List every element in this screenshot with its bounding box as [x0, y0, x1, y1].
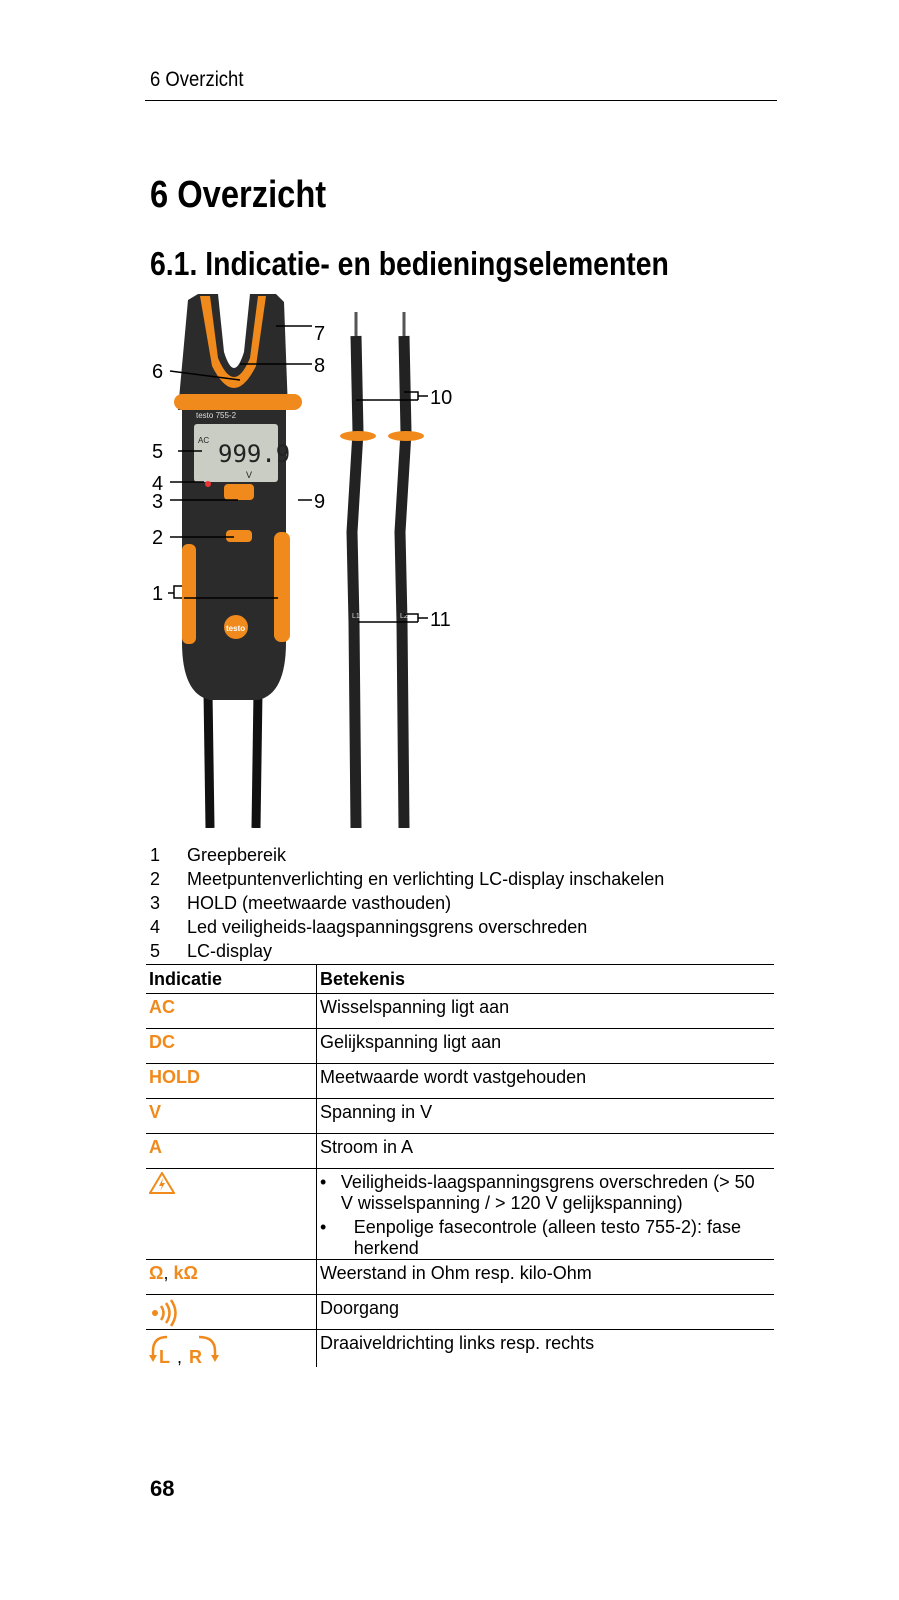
meaning-cell: Gelijkspanning ligt aan [317, 1029, 775, 1064]
indicator-v: V [149, 1102, 162, 1122]
bullet-item: • Eenpolige fasecontrole (alleen testo 755-2): fase herkend [320, 1217, 742, 1258]
page-number: 68 [150, 1476, 175, 1501]
probe-label-l2: L2 [400, 613, 408, 620]
table-row [146, 1295, 774, 1330]
meaning-cell: Meetwaarde wordt vastgehouden [317, 1064, 775, 1099]
continuity-icon [149, 1298, 179, 1328]
clamp-jaws [178, 294, 288, 410]
callout-2: 2 [152, 527, 164, 549]
device-collar [174, 394, 302, 410]
header-indicatie: Indicatie [146, 965, 317, 994]
callout-1: 1 [152, 583, 164, 605]
callout-7: 7 [314, 323, 326, 345]
meaning-cell: Doorgang [317, 1295, 775, 1330]
probe-right [400, 336, 406, 828]
indicator-ohm-cell: Ω, kΩ [146, 1260, 317, 1295]
header-betekenis: Betekenis [317, 965, 775, 994]
indicator-a: A [149, 1137, 162, 1157]
probe-collar-right [388, 431, 424, 441]
grip-left [182, 544, 196, 644]
meaning-cell: Stroom in A [317, 1134, 775, 1169]
grip-right [274, 532, 290, 642]
lcd-reading: 999.9 [218, 440, 291, 468]
device-figure [148, 292, 468, 828]
table-row [146, 1099, 774, 1134]
table-row [146, 1029, 774, 1064]
brand-text: testo [226, 624, 246, 633]
table-row: L R , Draaiveldrichting links resp. rechts [146, 1330, 774, 1368]
legend-item: 2 Meetpuntenverlichting en verlichting LC-display inschakelen [150, 869, 665, 889]
hold-button [224, 484, 254, 500]
callout-5: 5 [152, 441, 164, 463]
indicator-hold: HOLD [149, 1067, 200, 1087]
bullet-item: • Veiligheids-laagspanningsgrens overschreden (> 50 V wisselspanning / > 120 V gelijkspanning) [320, 1172, 755, 1213]
rotation-left-right-icon [149, 1333, 219, 1367]
lcd-unit: V [246, 470, 253, 480]
indicator-kohm: kΩ [173, 1263, 198, 1283]
cable-right [256, 692, 258, 828]
svg-text:L: L [159, 1347, 170, 1367]
callout-9: 9 [314, 491, 326, 513]
warning-high-voltage-icon [149, 1172, 175, 1194]
section-title: 6.1. Indicatie- en bedieningselementen [150, 245, 669, 282]
device-model-label: testo 755-2 [196, 411, 237, 420]
probe-left [352, 336, 358, 828]
meaning-cell [317, 1169, 775, 1260]
svg-text:R: R [189, 1347, 202, 1367]
indicator-dc: DC [149, 1032, 175, 1052]
indicator-table [146, 964, 774, 1367]
table-row [146, 1169, 774, 1260]
legend-item: 3 HOLD (meetwaarde vasthouden) [150, 893, 452, 913]
callout-4: 4 [152, 473, 164, 495]
indicator-ohm: Ω [149, 1263, 164, 1283]
probe-collar-left [340, 431, 376, 441]
legend-list [150, 843, 664, 963]
led-indicator [205, 481, 211, 487]
legend-item: 4 Led veiligheids-laagspanningsgrens overschreden [150, 917, 588, 937]
table-row [146, 1260, 774, 1295]
meaning-cell: Wisselspanning ligt aan [317, 994, 775, 1029]
table-row [146, 994, 774, 1029]
light-button [226, 530, 252, 542]
table-header-row [146, 965, 774, 994]
legend-item: 1 Greepbereik [150, 845, 287, 865]
callout-8: 8 [314, 355, 326, 377]
table-row [146, 1064, 774, 1099]
callout-11: 11 [430, 609, 451, 631]
callout-10: 10 [430, 387, 453, 409]
meaning-cell: Draaiveldrichting links resp. rechts [320, 1333, 595, 1353]
probe-label-l1: L1 [352, 613, 360, 620]
running-header: 6 Overzicht [150, 68, 244, 91]
cable-left [208, 692, 210, 828]
indicator-ac: AC [149, 997, 175, 1017]
header-rule [145, 100, 777, 101]
lcd-ac: AC [198, 436, 210, 445]
callout-6: 6 [152, 361, 164, 383]
meaning-cell: Spanning in V [317, 1099, 775, 1134]
callout-3: 3 [152, 491, 164, 513]
legend-item: 5 LC-display [150, 941, 273, 961]
table-row [146, 1134, 774, 1169]
meaning-cell: Weerstand in Ohm resp. kilo-Ohm [317, 1260, 775, 1295]
chapter-title: 6 Overzicht [150, 174, 327, 216]
